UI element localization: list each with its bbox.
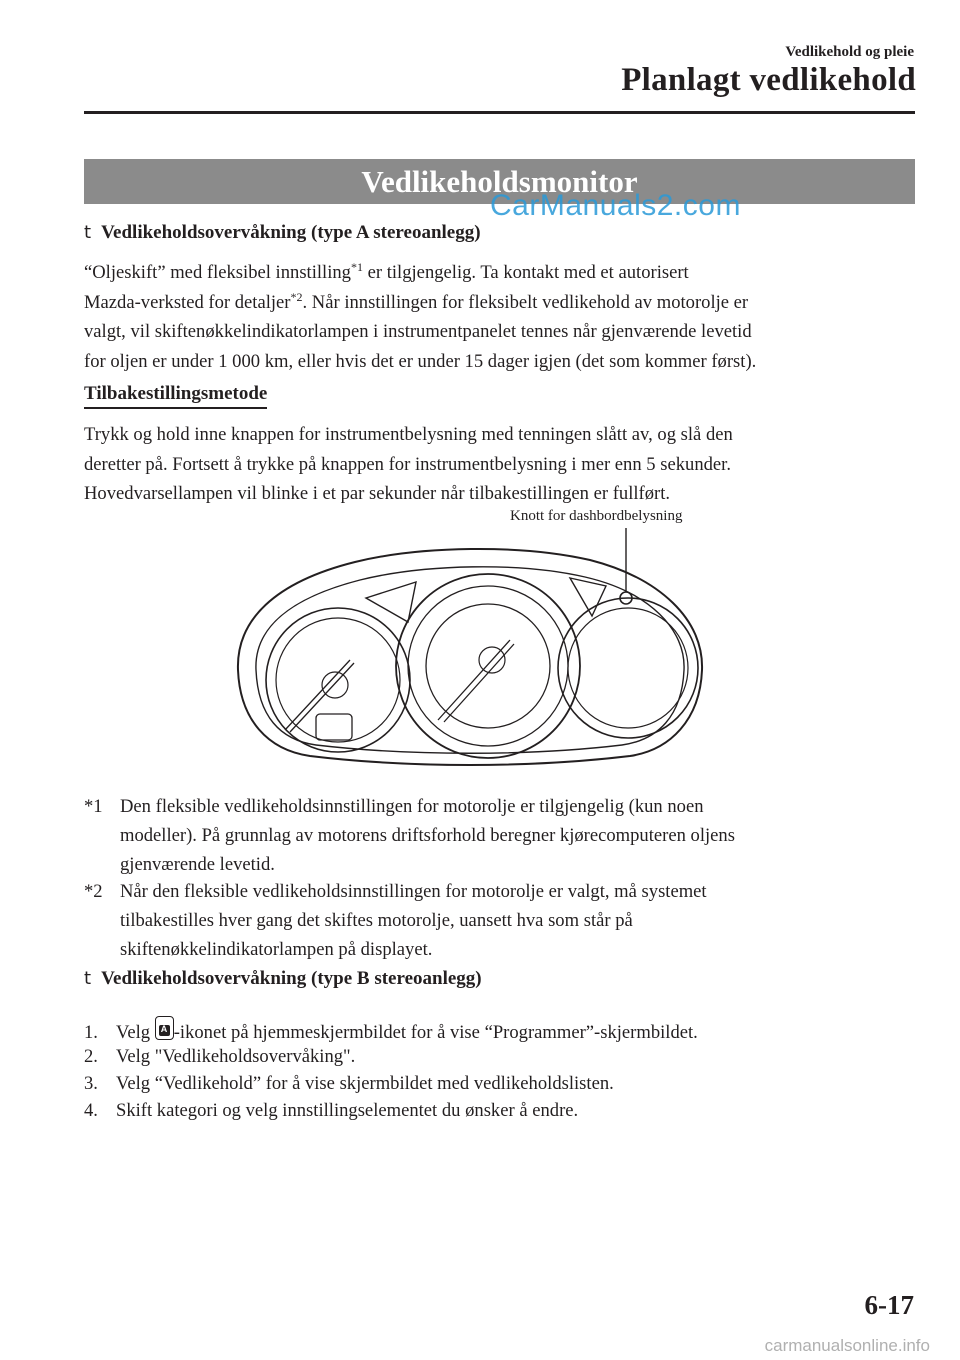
step-2: 2. Velg "Vedlikeholdsovervåking". [84, 1046, 356, 1067]
bullet-icon: t [84, 968, 92, 989]
cluster-outer-shell [238, 549, 702, 765]
applications-icon [155, 1016, 174, 1040]
type-a-heading-text: Vedlikeholdsovervåkning (type A stereoanlegg) [101, 222, 481, 243]
type-b-heading [84, 968, 482, 990]
step-1: 1. Velg A -ikonet på hjemmeskjermbildet for å vise “Programmer”-skjermbildet. [84, 1016, 698, 1044]
center-gauge-ring [408, 586, 568, 746]
left-gauge-display [316, 714, 352, 740]
figure-callout-label: Knott for dashbordbelysning [510, 508, 683, 524]
page-number: 6-17 [864, 1290, 914, 1320]
step-3: 3. Velg “Vedlikehold” for å vise skjermbildet med vedlikeholdslisten. [84, 1073, 614, 1094]
watermark: CarManuals2.com [490, 189, 741, 222]
left-indicator-window [366, 582, 416, 622]
footnote-marker: *2 [84, 881, 103, 902]
reset-method-heading: Tilbakestillingsmetode [84, 383, 267, 409]
footer-watermark: carmanualsonline.info [764, 1336, 930, 1355]
header-divider [84, 111, 915, 114]
footnote-2: *2 Når den fleksible vedlikeholdsinnstillingen for motorolje er valgt, må systemet tilbakestilles hver gang det skiftes motorolje, uansett hva som står på skiftenøkkelindikatorlampen på displayet. [84, 877, 924, 964]
topic-banner: Vedlikeholdsmonitor [84, 159, 915, 204]
step-4: 4. Skift kategori og velg innstillingselementet du ønsker å endre. [84, 1100, 579, 1121]
right-gauge-bezel [558, 598, 698, 738]
footnote-1: *1 Den fleksible vedlikeholdsinnstillingen for motorolje er tilgjengelig (kun noen modeller). På grunnlag av motorens driftsforhold beregner kjørecomputeren oljens gjenværende levetid. [84, 792, 924, 879]
footnote-marker: *1 [84, 796, 103, 817]
chapter-title: Vedlikehold og pleie [785, 44, 914, 60]
type-b-heading-text: Vedlikeholdsovervåkning (type B stereoanlegg) [101, 968, 482, 989]
type-a-heading [84, 222, 481, 244]
center-gauge-dial [426, 604, 550, 728]
right-indicator-window [570, 578, 606, 616]
section-title: Planlagt vedlikehold [621, 62, 916, 98]
bullet-icon: t [84, 222, 92, 243]
center-gauge-bezel [396, 574, 580, 758]
instrument-cluster-illustration [230, 520, 710, 780]
left-gauge-needle [285, 660, 354, 732]
intro-paragraph: “Oljeskift” med fleksibel innstilling$^{*1}$ er tilgjengelig. Ta kontakt med et autorisert Mazda-verksted for detaljer$^{*2}$. Når innstillingen for fleksibelt vedlikehold av motorolje er valgt, vil skiftenøkkelindikatorlampen i instrumentpanelet tennes når gjenværende levetid for oljen er under 1 000 km, eller hvis det er under 15 dager igjen (det som kommer først). [84, 260, 757, 372]
reset-method-paragraph: Trykk og hold inne knappen for instrumentbelysning med tenningen slått av, og slå den deretter på. Fortsett å trykke på knappen for instrumentbelysning i mer enn 5 sekunder. Hovedvarsellampen vil blinke i et par sekunder når tilbakestillingen er fullført. [84, 424, 733, 504]
